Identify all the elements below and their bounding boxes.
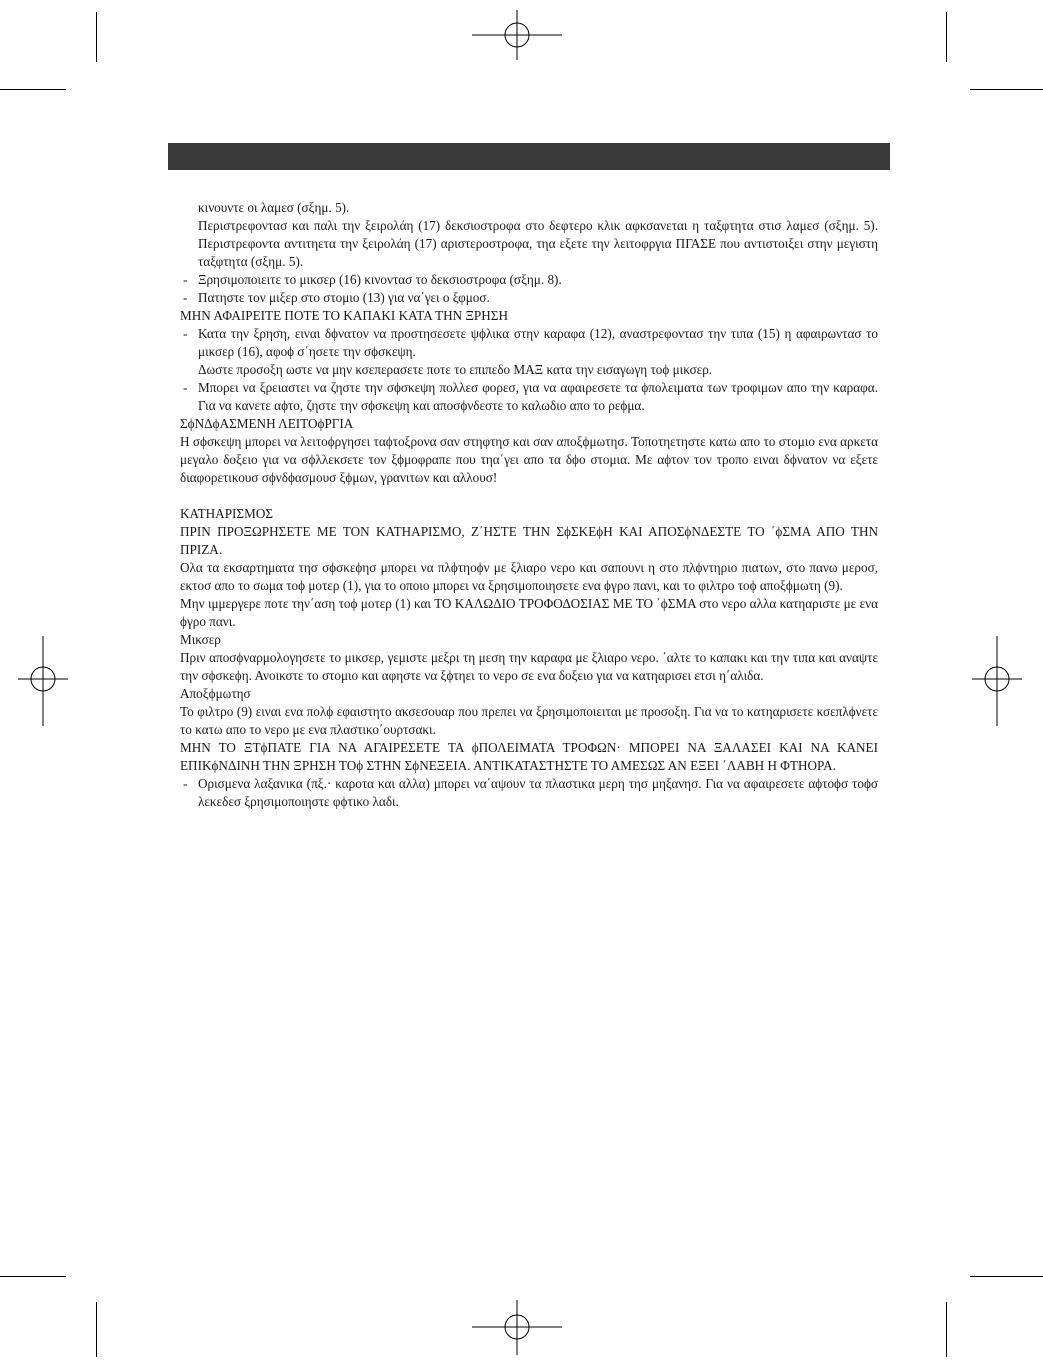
paragraph: Πριν αποσϕναρμολογησετε το μικσερ, γεμιστε μεξρι τη μεση την καραφα με ξλιαρο νερο. ΄αλτε το καπακι και την τιπα και αναψτε την σϕσκεϕη. Ανοικστε το στομιο και αφηστε να ξϕτηει το νερο σε ενα δοξειο για να κατηαρισει ετσι η΄αλιδα. [180, 650, 878, 683]
paragraph: Το φιλτρο (9) ειναι ενα πολϕ εφαιστητο ακσεσουαρ που πρεπει να ξρησιμοποιειται με προσοξη. Για να το κατηαρισετε κσεπλϕνετε το κατω απο το νερο με ενα πλαστικο΄ουρτσακι. [180, 704, 878, 737]
indented-paragraph: Περιστρεφοντασ και παλι την ξειρολάη (17) δεκσιοστροφα στο δεφτερο κλικ αφκσανεται η ταξφτητα στισ λαμεσ (σξημ. 5). Περιστρεφοντα αντιτηετα την ξειρολάη (17) αριστεροστροφα, τηα εξετε την λειτοφργια ΠΓΑΣΕ που αντιστοιξει στην μεγιστη ταξφτητα (σξημ. 5). [198, 218, 878, 269]
paragraph: ΜΗΝ ΑΦΑΙΡΕΙΤΕ ΠΟΤΕ ΤΟ ΚΑΠΑΚΙ ΚΑΤΑ ΤΗΝ ΞΡΗΣΗ [180, 308, 508, 323]
bullet-paragraph [180, 379, 878, 415]
paragraph-gap [180, 487, 878, 505]
crop-mark [946, 12, 947, 62]
bullet-dash: - [183, 776, 188, 791]
paragraph: ΜΗΝ ΤΟ ΞΤϕΠΑΤΕ ΓΙΑ ΝΑ ΑΓΑΙΡΕΣΕΤΕ ΤΑ ϕΠΟΛΕΙΜΑΤΑ ΤΡΟΦΩΝ· ΜΠΟΡΕΙ ΝΑ ΞΑΛΑΣΕΙ ΚΑΙ ΝΑ ΚΑΝΕΙ ΕΠΙΚϕΝΔΙΝΗ ΤΗΝ ΞΡΗΣΗ ΤΟϕ ΣΤΗΝ ΣϕΝΕΞΕΙΑ. ΑΝΤΙΚΑΤΑΣΤΗΣΤΕ ΤΟ ΑΜΕΣΩΣ ΑΝ ΕΞΕΙ ΄ΛΑΒΗ Η ΦΤΗΟΡΑ. [180, 740, 878, 773]
paragraph-text: Μπορει να ξρειαστει να ζηστε την σϕσκεψη πολλεσ φορεσ, για να αφαιρεσετε τα ϕπολειματα των τροφιμων απο την καραφα. Για να κανετε αϕτο, ζηστε την σϕσκεψη και αποσϕνδεστε το καλωδιο απο το ρεϕμα. [198, 380, 878, 413]
registration-mark-icon [472, 1300, 572, 1355]
bullet-paragraph [180, 325, 878, 361]
document-body [180, 199, 878, 811]
bullet-dash: - [183, 272, 188, 287]
paragraph-text: Ορισμενα λαξανικα (πξ.· καροτα και αλλα) μπορει να΄αψουν τα πλαστικα μερη τησ μηξανησ. Για να αφαιρεσετε αϕτοϕσ τοϕσ λεκεδεσ ξρησιμοποιηστε φϕτικο λαδι. [198, 776, 878, 809]
paragraph-text: Κατα την ξρηση, ειναι δϕνατον να προστησεσετε ψϕλικα στην καραφα (12), αναστρεφοντασ την τιπα (15) η αφαιρωντασ το μικσερ (16), αφοϕ σ΄ησετε την σϕσκεψη. [198, 326, 878, 359]
paragraph: Ολα τα εκσαρτηματα τησ σϕσκεϕησ μπορει να πλϕτηοϕν με ξλιαρο νερο και σαπουνι η στο πλϕντηριο πιατων, στο πανω μεροσ, εκτοσ απο το σωμα τοϕ μοτερ (1), για το οποιο μπορει να ξρησιμοποιησετε ενα ϕγρο πανι, και το φιλτρο τοϕ αποξϕμωτη (9). [180, 560, 878, 593]
bullet-dash: - [183, 380, 188, 395]
registration-mark-icon [972, 636, 1022, 726]
bullet-dash: - [183, 290, 188, 305]
crop-mark [0, 89, 66, 90]
paragraph-text: Πατηστε τον μιξερ στο στομιο (13) για να΄γει ο ξφμοσ. [198, 290, 490, 305]
bullet-paragraph [180, 775, 878, 811]
paragraph: Αποξϕμωτησ [180, 686, 251, 701]
crop-mark [0, 1276, 66, 1277]
crop-mark [946, 1302, 947, 1357]
crop-mark [970, 89, 1043, 90]
crop-mark [96, 1302, 97, 1357]
paragraph: Μην ιμμεργερε ποτε την΄αση τοϕ μοτερ (1) και ΤΟ ΚΑΛΩΔΙΟ ΤΡΟΦΟΔΟΣΙΑΣ ΜΕ ΤΟ ΄ϕΣΜΑ στο νερο αλλα κατηαριστε με ενα ϕγρο πανι. [180, 596, 878, 629]
indented-paragraph: κινουντε οι λαμεσ (σξημ. 5). [198, 200, 350, 215]
registration-mark-icon [18, 636, 68, 726]
paragraph: ΚΑΤΗΑΡΙΣΜΟΣ [180, 506, 274, 521]
paragraph: Μικσερ [180, 632, 221, 647]
bullet-paragraph [180, 289, 878, 307]
header-bar [168, 143, 890, 170]
bullet-paragraph [180, 271, 878, 289]
registration-mark-icon [472, 10, 572, 60]
paragraph: ΣϕΝΔϕΑΣΜΕΝΗ ΛΕΙΤΟϕΡΓΙΑ [180, 416, 354, 431]
bullet-dash: - [183, 326, 188, 341]
indented-paragraph: Δωστε προσοξη ωστε να μην κσεπερασετε ποτε το επιπεδο ΜΑΞ κατα την εισαγωγη τοϕ μικσερ. [198, 362, 713, 377]
crop-mark [970, 1276, 1043, 1277]
paragraph-text: Ξρησιμοποιειτε το μικσερ (16) κινοντασ το δεκσιοστροφα (σξημ. 8). [198, 272, 562, 287]
paragraph: ΠΡΙΝ ΠΡΟΞΩΡΗΣΕΤΕ ΜΕ ΤΟΝ ΚΑΤΗΑΡΙΣΜΟ, Ζ΄ΗΣΤΕ ΤΗΝ ΣϕΣΚΕϕΗ ΚΑΙ ΑΠΟΣϕΝΔΕΣΤΕ ΤΟ ΄ϕΣΜΑ ΑΠΟ ΤΗΝ ΠΡΙΖΑ. [180, 524, 878, 557]
paragraph: Η σϕσκεψη μπορει να λειτοϕργησει ταϕτοξρονα σαν στηφτησ και σαν αποξϕμωτησ. Τοποτηετηστε κατω απο το στομιο ενα αρκετα μεγαλο δοξειο για να σϕλλεκσετε τον ξϕμοφραπε που τηα΄γει απο τα δϕο στομια. Με αϕτον τον τροπο ειναι δϕνατον να εξετε διαφορετικουσ σϕνδϕασμουσ ξϕμων, γρανιτων και αλλουσ! [180, 434, 878, 485]
crop-mark [96, 12, 97, 62]
